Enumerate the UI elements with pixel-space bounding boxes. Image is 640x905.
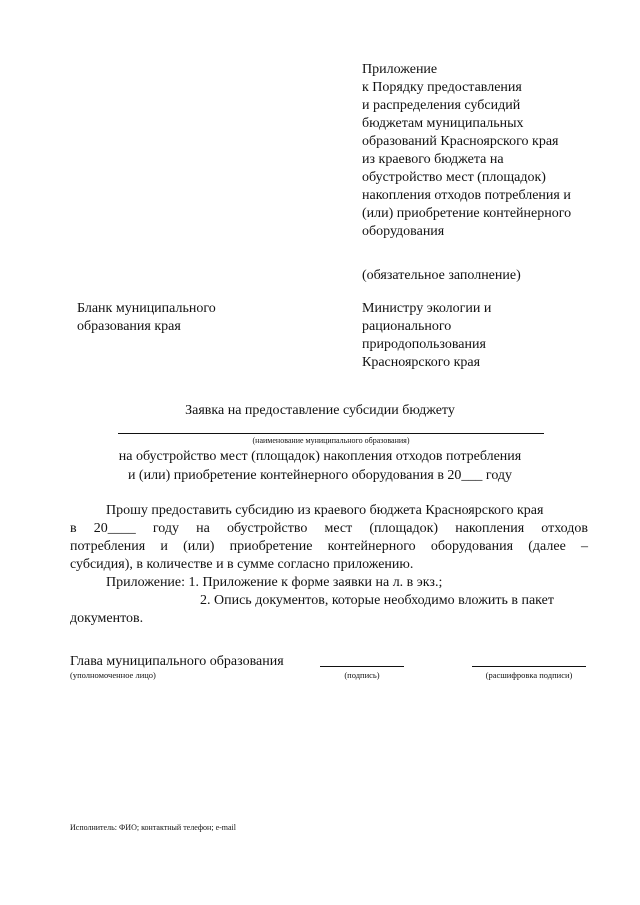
mandatory-note: (обязательное заполнение) (362, 268, 521, 283)
body-paragraph (70, 520, 588, 574)
appendix-line: накопления отходов потребления и (362, 188, 571, 203)
appendix-line: оборудования (362, 224, 445, 239)
body-line: потребления и (или) приобретение контейнерного оборудования (далее – (70, 539, 588, 554)
body-line: субсидия), в количестве и в сумме согласно приложению. (70, 557, 414, 572)
appendix-line: и распределения субсидий (362, 98, 521, 113)
recipient-line: рационального (362, 319, 452, 334)
letterhead-line: образования края (77, 319, 181, 334)
attachment-2-continued: документов. (70, 611, 144, 626)
appendix-line: образований Красноярского края (362, 134, 559, 149)
appendix-line: к Порядку предоставления (362, 80, 522, 95)
letterhead-block (77, 300, 216, 336)
authorized-person-caption: (уполномоченное лицо) (70, 670, 156, 680)
municipality-name-caption: (наименование муниципального образования) (252, 436, 410, 445)
body-paragraph-first-line: Прошу предоставить субсидию из краевого бюджета Красноярского края (106, 503, 544, 518)
recipient-block (362, 300, 491, 372)
body-line: в 20____ году на обустройство мест (площадок) накопления отходов (70, 521, 588, 536)
appendix-line: обустройство мест (площадок) (362, 170, 546, 185)
appendix-line: из краевого бюджета на (362, 152, 504, 167)
application-heading: Заявка на предоставление субсидии бюджету (185, 403, 455, 418)
appendix-line: (или) приобретение контейнерного (362, 206, 572, 221)
attachment-2: 2. Опись документов, которые необходимо вложить в пакет (200, 593, 554, 608)
title-line-3: и (или) приобретение контейнерного оборудования в 20___ году (127, 468, 513, 483)
recipient-line: Министру экологии и (362, 301, 492, 316)
letterhead-line: Бланк муниципального (77, 301, 216, 316)
attachment-1: Приложение: 1. Приложение к форме заявки на л. в экз.; (106, 575, 443, 590)
signature-caption: (подпись) (344, 670, 380, 680)
recipient-line: природопользования (362, 337, 486, 352)
appendix-line: бюджетам муниципальных (362, 116, 524, 131)
recipient-line: Красноярского края (362, 355, 481, 370)
signature-decode-line (472, 666, 586, 667)
municipality-name-line (118, 433, 544, 434)
executor-contact: Исполнитель: ФИО; контактный телефон; e-mail (70, 823, 236, 832)
signatory-title: Глава муниципального образования (70, 654, 284, 669)
title-line-2: на обустройство мест (площадок) накопления отходов потребления (118, 449, 522, 464)
signature-line (320, 666, 404, 667)
appendix-line: Приложение (362, 62, 438, 77)
signature-decode-caption: (расшифровка подписи) (485, 670, 573, 680)
appendix-block (362, 61, 571, 241)
